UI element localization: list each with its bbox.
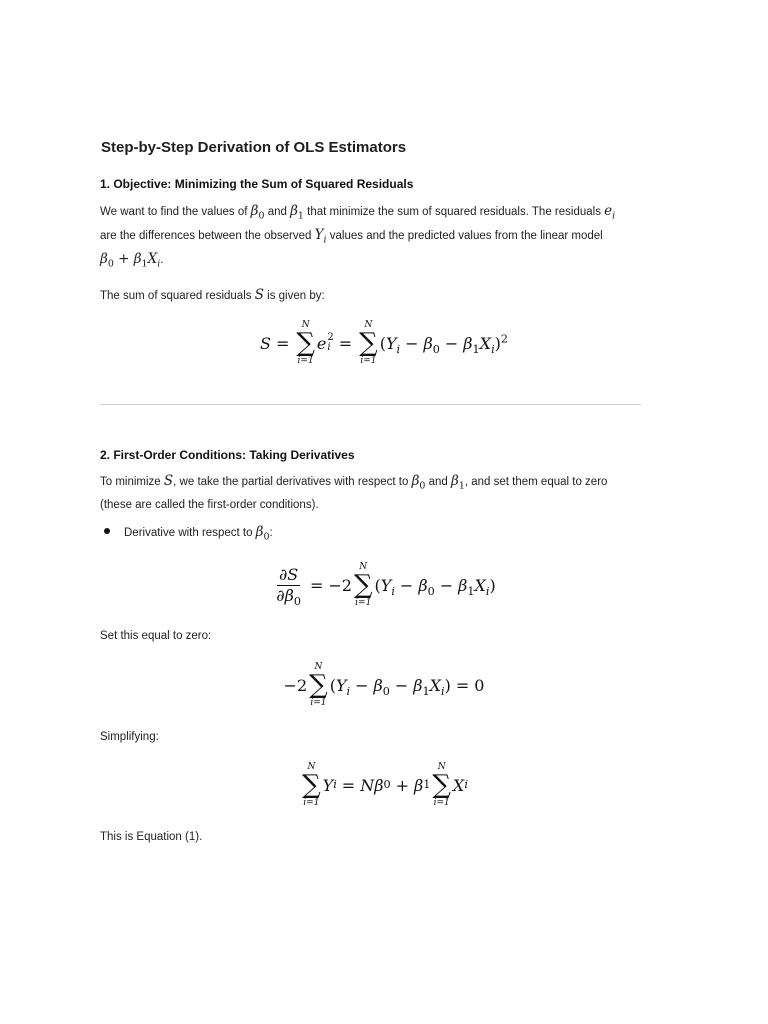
- text-fragment: are the differences between the observed: [100, 230, 312, 242]
- equation-set-zero: −2 N ∑ i=1 $(Y_i - \beta_0 - \beta_1X_i)$ = 0: [283, 662, 485, 708]
- text-fragment: The sum of squared residuals: [100, 290, 252, 302]
- text-fragment: We want to find the values of: [100, 206, 248, 218]
- equation-reference-text: This is Equation (1).: [100, 831, 203, 843]
- page-title: Step-by-Step Derivation of OLS Estimators: [101, 139, 407, 156]
- equation-partial-derivative: $\frac{\partial S}{\partial\beta_0}$ = −2 N ∑ i=1 $(Y_i - \beta_0 - \beta_1X_i)$: [276, 562, 496, 608]
- section-divider: [100, 404, 641, 405]
- text-fragment: and: [267, 206, 287, 218]
- bullet-derivative-beta0: Derivative with respect to $\beta_0$:: [124, 524, 273, 543]
- text-fragment: , and set them equal to zero: [464, 476, 608, 488]
- equation-ssr: S = N ∑ i=1 e 2 i = N ∑ i=1 $(Y_i - \beta_0 - \beta_1X_i)^2$: [259, 320, 509, 366]
- text-fragment: , we take the partial derivatives with respect to: [173, 476, 409, 488]
- text-fragment: is given by:: [267, 290, 325, 302]
- first-order-paragraph: To minimize S, we take the partial derivatives with respect to $\beta_0$ and $\beta_1$, and set them equal to zero (these are called the first-order conditions).: [100, 473, 608, 511]
- section-heading-first-order: 2. First-Order Conditions: Taking Derivatives: [100, 448, 355, 462]
- text-fragment: Derivative with respect to: [124, 527, 253, 539]
- ssr-intro-text: The sum of squared residuals S is given by:: [100, 287, 325, 303]
- text-fragment: (these are called the first-order conditions).: [100, 499, 319, 511]
- objective-paragraph: We want to find the values of $\beta_0$ and $\beta_1$ that minimize the sum of squared residuals. The residuals $e_i$ are the differences between the observed $Y_i$ values and the predicted values from the linear model $\beta_0 + \beta_1X_i$.: [100, 203, 616, 270]
- text-fragment: values and the predicted values from the linear model: [329, 230, 603, 242]
- text-fragment: and: [428, 476, 448, 488]
- set-zero-text: Set this equal to zero:: [100, 630, 212, 642]
- text-fragment: To minimize: [100, 476, 161, 488]
- list-bullet: [104, 528, 110, 534]
- equation-normal-1: N ∑ i=1 Y i = Nβ 0 + β 1 N ∑ i=1 X i: [302, 762, 468, 808]
- simplifying-text: Simplifying:: [100, 731, 159, 743]
- section-heading-objective: 1. Objective: Minimizing the Sum of Squared Residuals: [100, 177, 414, 191]
- text-fragment: that minimize the sum of squared residuals. The residuals: [307, 206, 601, 218]
